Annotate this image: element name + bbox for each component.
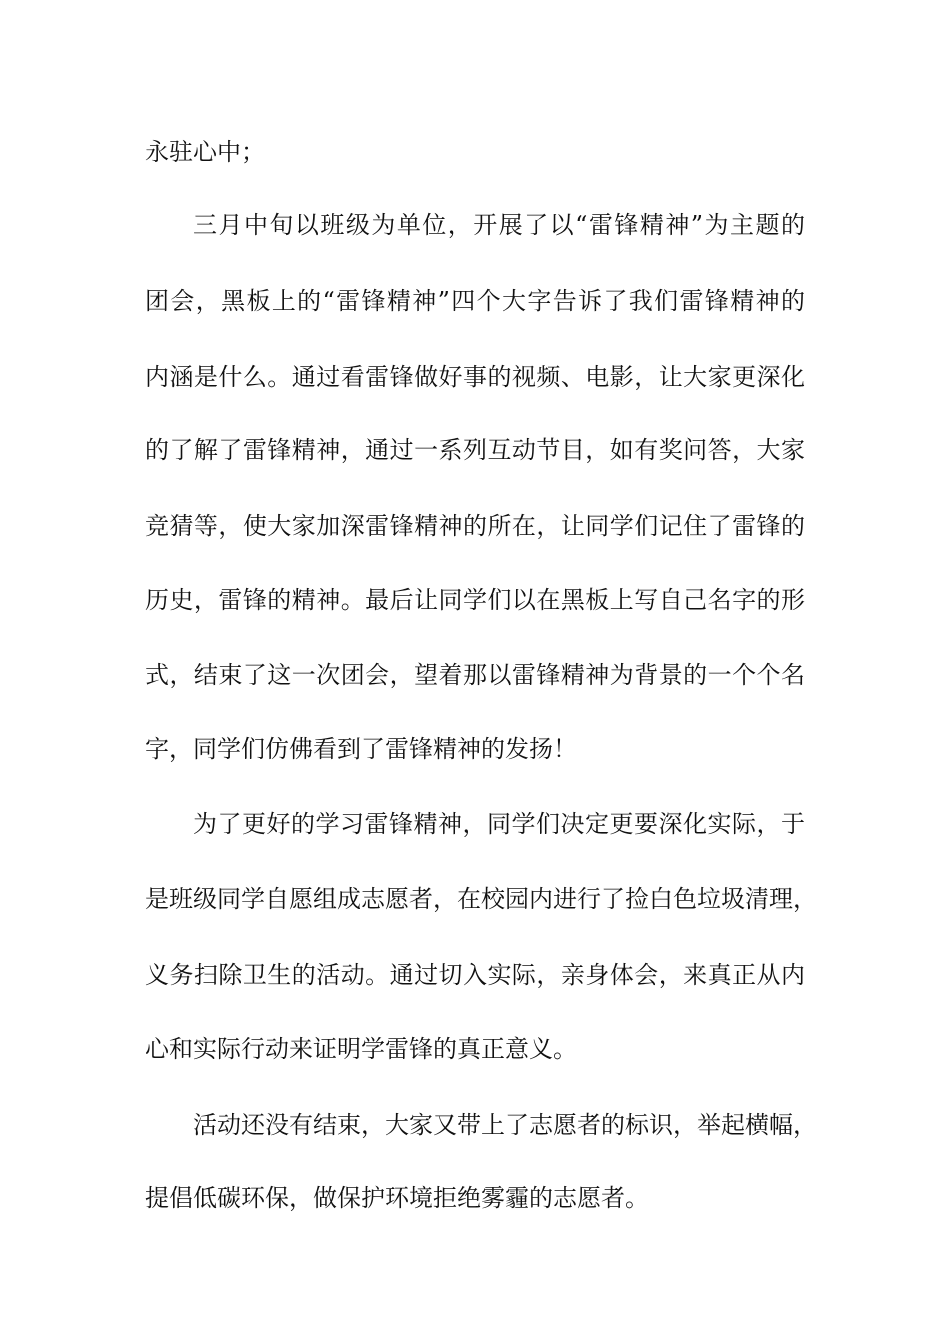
paragraph-1-line-5: 竞猜等，使大家加深雷锋精神的所在，让同学们记住了雷锋的 [145,512,805,540]
paragraph-1-line-2: 团会，黑板上的“雷锋精神”四个大字告诉了我们雷锋精神的 [145,287,805,315]
paragraph-1-line-1: 三月中旬以班级为单位，开展了以“雷锋精神”为主题的 [193,211,805,239]
paragraph-1-line-8: 字，同学们仿佛看到了雷锋精神的发扬！ [145,735,577,763]
paragraph-1-line-7: 式，结束了这一次团会，望着那以雷锋精神为背景的一个个名 [145,661,805,689]
paragraph-1-line-4: 的了解了雷锋精神，通过一系列互动节目，如有奖问答，大家 [145,436,805,464]
paragraph-1-line-6: 历史，雷锋的精神。最后让同学们以在黑板上写自己名字的形 [145,586,805,614]
paragraph-2-line-2: 是班级同学自愿组成志愿者，在校园内进行了捡白色垃圾清理， [145,885,817,913]
paragraph-2-line-3: 义务扫除卫生的活动。通过切入实际，亲身体会，来真正从内 [145,961,805,989]
paragraph-3-line-1: 活动还没有结束，大家又带上了志愿者的标识，举起横幅， [193,1111,817,1139]
text-line-1: 永驻心中； [145,138,265,166]
paragraph-2-line-4: 心和实际行动来证明学雷锋的真正意义。 [145,1035,577,1063]
paragraph-3-line-2: 提倡低碳环保，做保护环境拒绝雾霾的志愿者。 [145,1184,649,1212]
paragraph-1-line-3: 内涵是什么。通过看雷锋做好事的视频、电影，让大家更深化 [145,363,805,391]
paragraph-2-line-1: 为了更好的学习雷锋精神，同学们决定更要深化实际，于 [193,810,805,838]
